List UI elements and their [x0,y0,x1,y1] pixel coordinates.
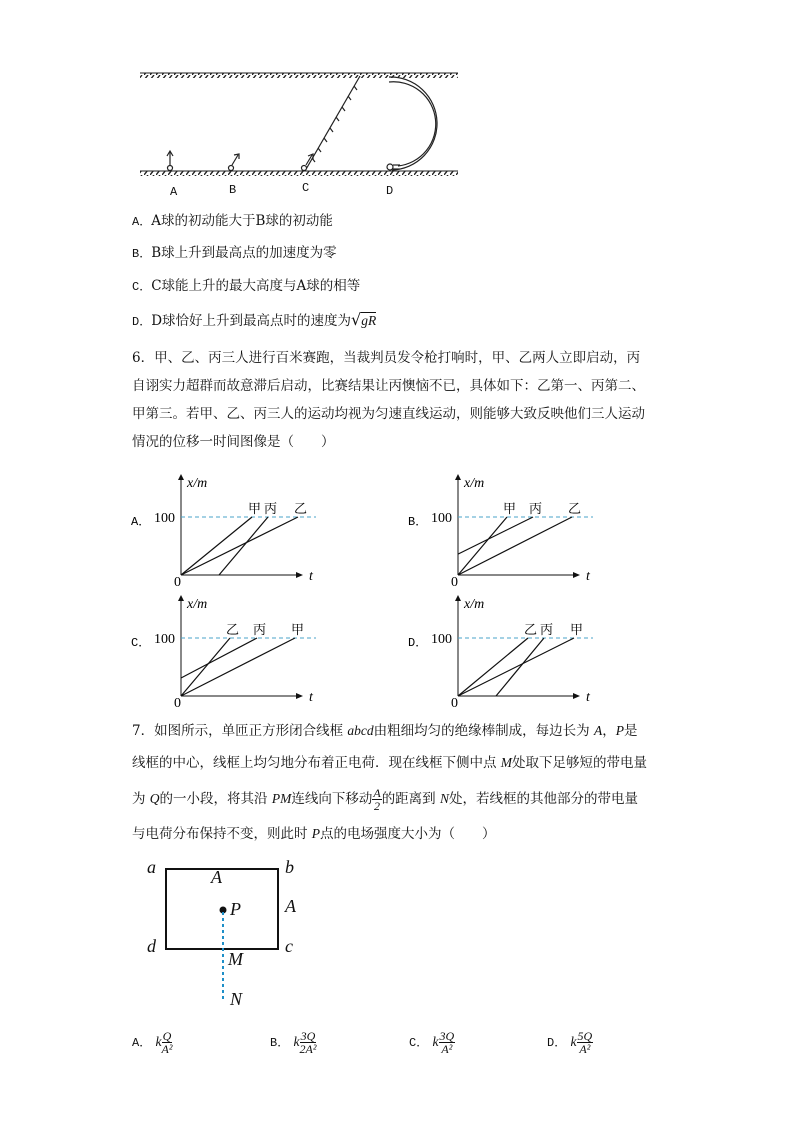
q6-line-4: 情况的位移一时间图像是（ ） [132,434,335,450]
origin-label: 0 [451,575,458,590]
q7-option-b[interactable]: B． k $\frac{3Q}{\text{2A²}}$ [270,1029,317,1056]
series-label: 乙 [524,623,538,638]
q7-line-2: 线框的中心，线框上均匀地分布着正电荷．现在线框下侧中点 M处取下足够短的带电量 [132,755,648,771]
ball-label-d: D [386,184,394,198]
corner-d: d [147,936,156,956]
x-axis-label: t [309,569,313,584]
option-text: B球上升到最高点的加速度为零 [151,245,337,261]
series-label: 甲 [570,623,584,638]
x-axis-label: t [309,690,313,705]
q7-option-a[interactable]: A． k $\frac{Q}{\text{A²}}$ [132,1029,173,1056]
option-key: A． [132,215,152,229]
q7-line-1: 7．如图所示，单匝正方形闭合线框 abcd由粗细均匀的绝缘棒制成，每边长为 A，P是 [132,723,638,739]
chart-option-label: A． [131,515,151,529]
side-label-top: A [211,867,222,887]
corner-c: c [285,936,293,956]
corner-a: a [147,857,156,877]
y-tick-label: 100 [431,632,452,647]
origin-label: 0 [174,696,181,711]
series-label: 乙 [294,502,308,517]
side-label-right: A [285,896,296,916]
label-p: P [230,899,241,919]
series-label: 甲 [248,502,262,517]
corner-b: b [285,857,294,877]
x-axis-label: t [586,690,590,705]
series-label: 乙 [226,623,240,638]
y-tick-label: 100 [154,511,175,526]
y-axis-label: x/m [464,476,485,491]
series-label: 丙 [540,623,554,638]
option-key: D． [132,315,152,329]
q7-option-c[interactable]: C． k $\frac{3Q}{\text{A²}}$ [409,1029,455,1056]
ball-label-b: B [229,183,237,197]
option-text: A球的初动能大于B球的初动能 [151,213,333,229]
y-axis-label: x/m [464,597,485,612]
chart-option-label: C． [131,636,151,650]
series-label: 甲 [503,502,517,517]
q6-line-2: 自诩实力超群而故意滞后启动，比赛结果让丙懊恼不已，具体如下：乙第一、丙第二、 [132,378,645,394]
origin-label: 0 [174,575,181,590]
x-axis-label: t [586,569,590,584]
option-text: D球恰好上升到最高点时的速度为 [151,313,352,329]
chart-option-label: B． [408,515,428,529]
q6-line-1: 6．甲、乙、丙三人进行百米赛跑，当裁判员发令枪打响时，甲、乙两人立即启动，丙 [132,350,641,366]
label-m: M [228,949,243,969]
q5-option-d[interactable]: D．D球恰好上升到最高点时的速度为√gR [132,310,377,329]
series-label: 甲 [291,623,305,638]
q6-line-3: 甲第三。若甲、乙、丙三人的运动均视为匀速直线运动，则能够大致反映他们三人运动 [132,406,645,422]
series-label: 乙 [568,502,582,517]
ball-label-c: C [302,181,310,195]
label-n: N [230,989,243,1009]
series-label: 丙 [529,502,543,517]
q7-line-3: 为 Q的一小段，将其沿 PM连线向下移动 $\frac{A}{2}$ 的距离到 N处，若线框的其他部分的带电量 [132,786,638,813]
y-tick-label: 100 [431,511,452,526]
option-text: C球能上升的最大高度与A球的相等 [151,278,361,294]
q7-line-4: 与电荷分布保持不变，则此时 P点的电场强度大小为（ ） [132,826,496,842]
option-key: B． [132,247,152,261]
y-tick-label: 100 [154,632,175,647]
series-label: 丙 [264,502,278,517]
option-key: C． [132,280,152,294]
chart-option-label: D． [408,636,428,650]
sqrt-gr: gR [361,313,377,328]
q7-option-d[interactable]: D． k $\frac{5Q}{\text{A²}}$ [547,1029,593,1056]
ball-label-a: A [170,185,178,199]
y-axis-label: x/m [187,476,208,491]
fraction-a-over-2: $\frac{A}{2}$ [373,786,381,813]
series-label: 丙 [253,623,267,638]
origin-label: 0 [451,696,458,711]
y-axis-label: x/m [187,597,208,612]
